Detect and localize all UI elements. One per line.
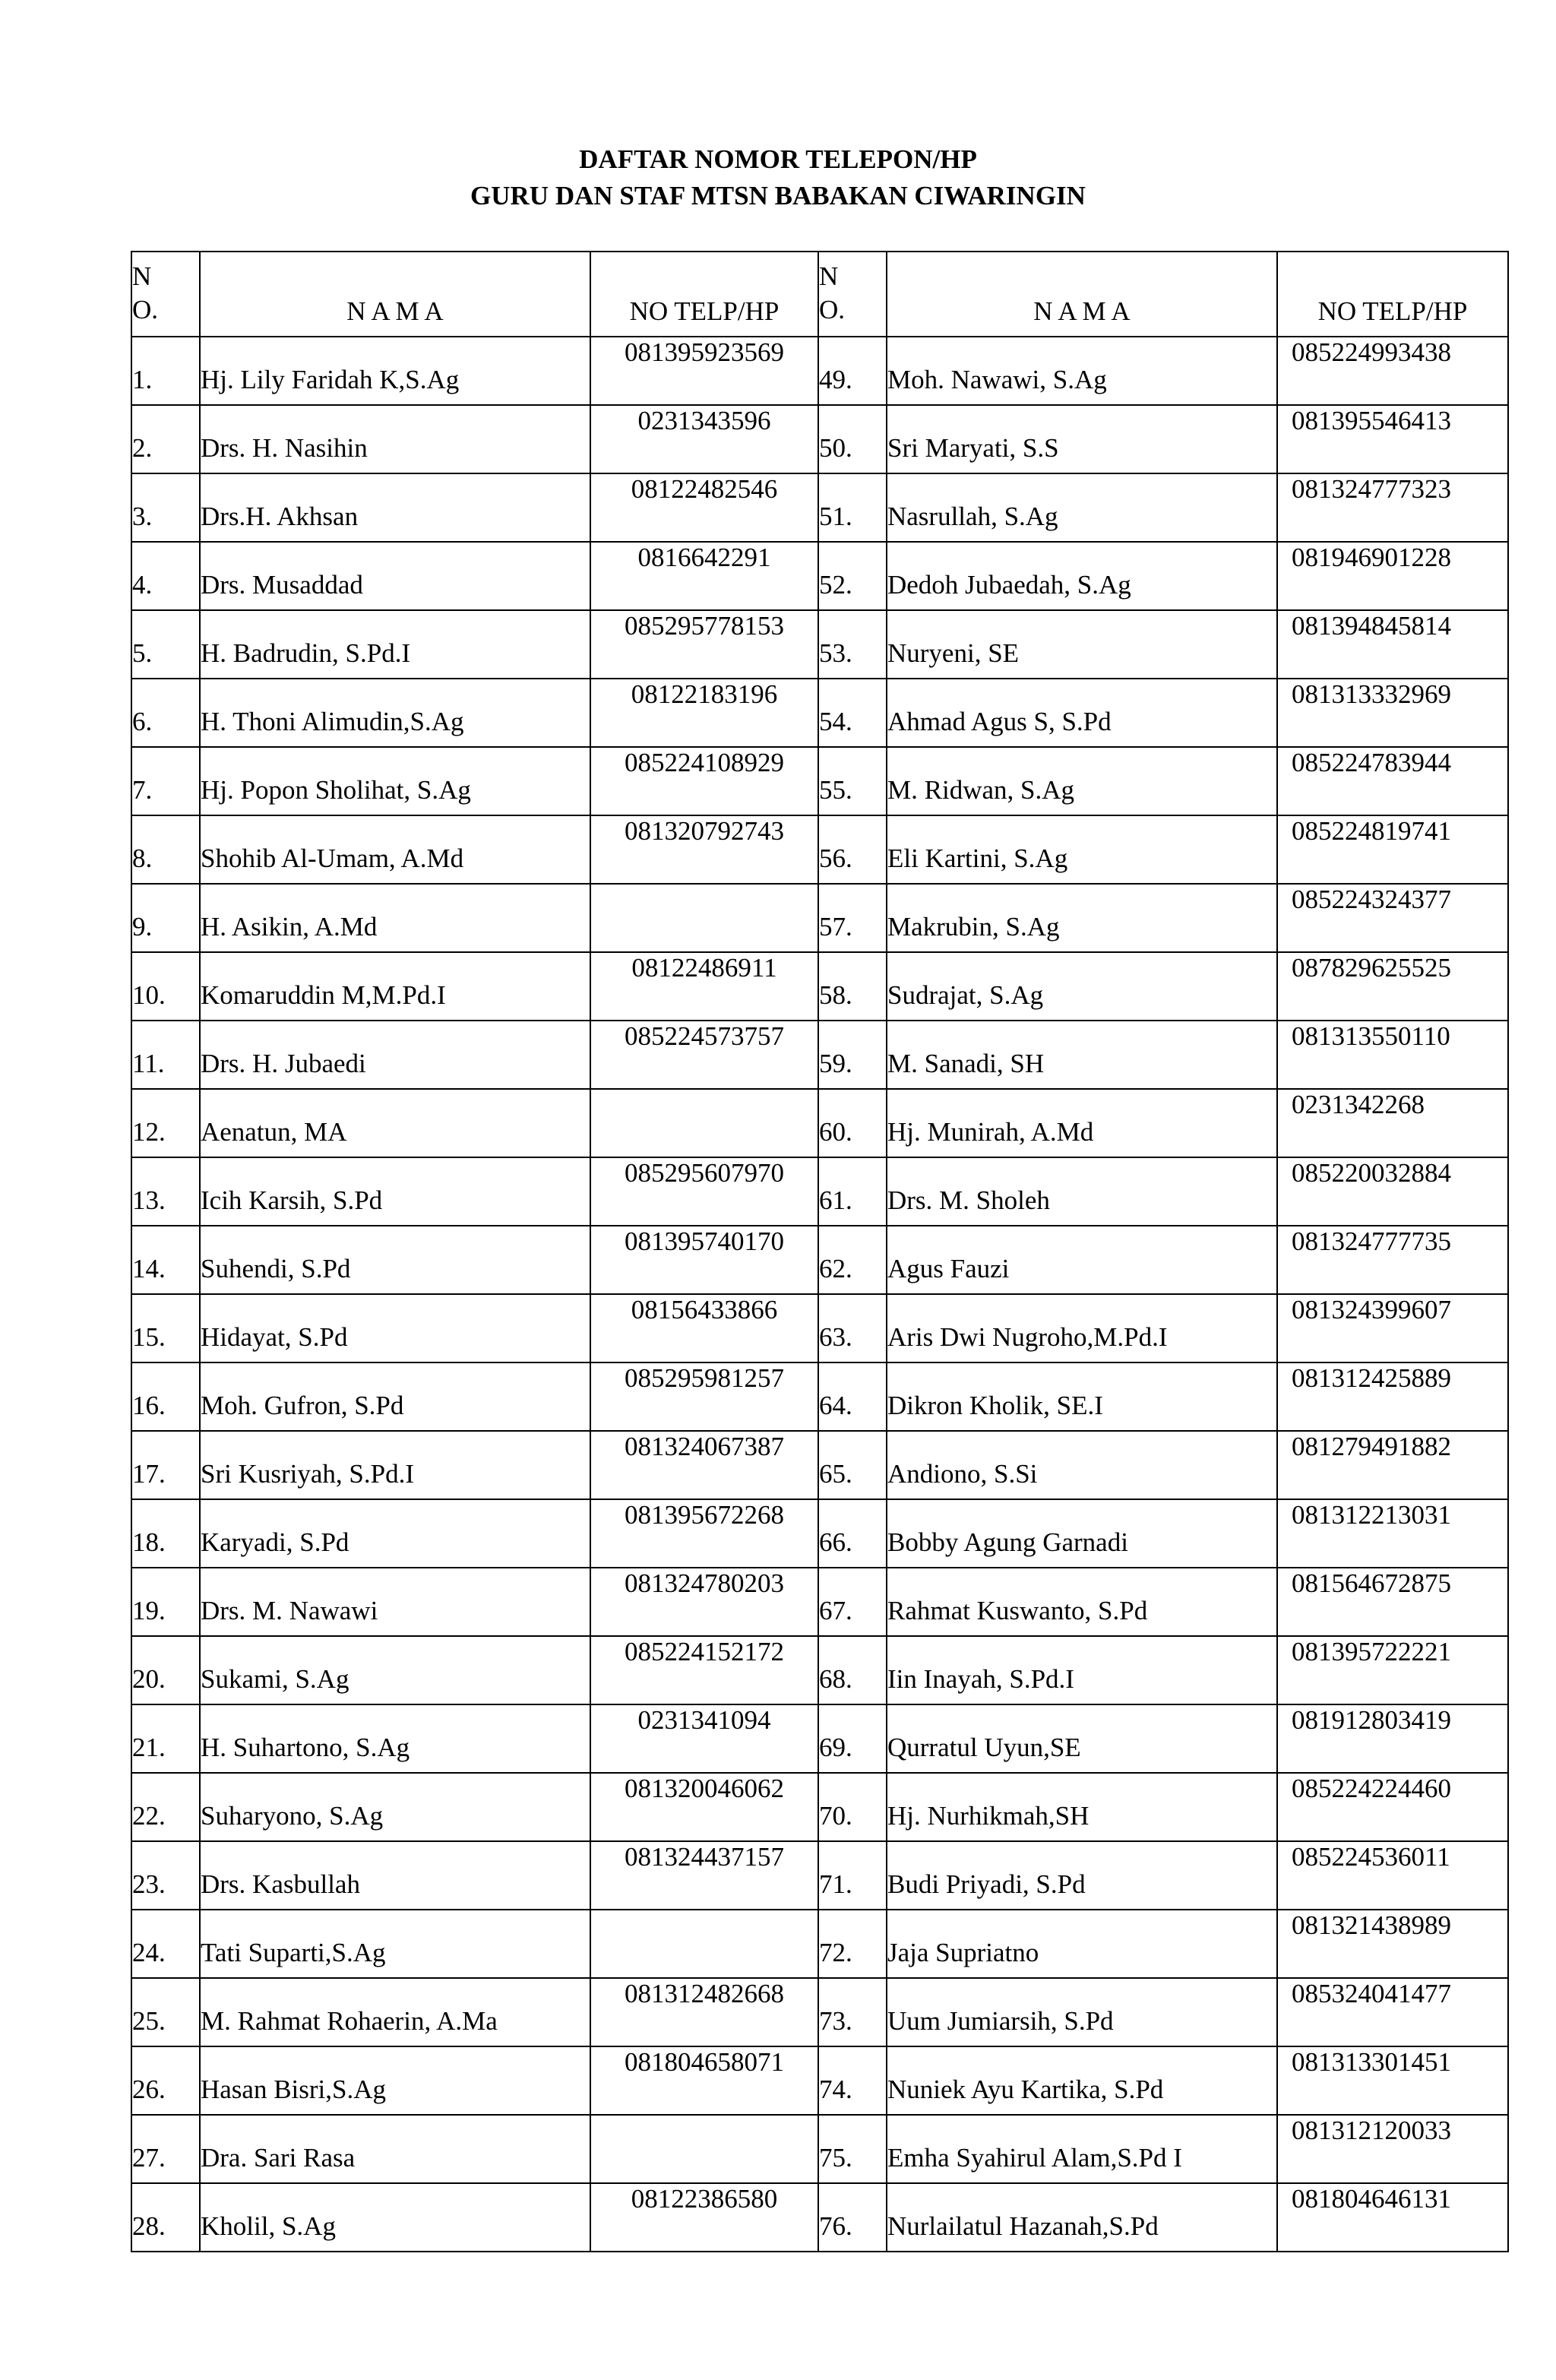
staff-name-left: Drs. H. Nasihin xyxy=(200,405,590,473)
row-number-left: 8. xyxy=(131,815,200,884)
table-row xyxy=(131,1089,1508,1157)
row-number-left: 26. xyxy=(131,2046,200,2115)
staff-name-left: H. Badrudin, S.Pd.I xyxy=(200,610,590,679)
phone-number-right: 081313550110 xyxy=(1277,1021,1508,1089)
row-number-left: 17. xyxy=(131,1431,200,1499)
phone-number-left: 081804658071 xyxy=(590,2046,818,2115)
phone-number-right: 081394845814 xyxy=(1277,610,1508,679)
table-row xyxy=(131,337,1508,405)
row-number-left: 14. xyxy=(131,1226,200,1294)
staff-name-right: Eli Kartini, S.Ag xyxy=(887,815,1277,884)
row-number-right: 57. xyxy=(818,884,887,952)
row-number-right: 56. xyxy=(818,815,887,884)
row-number-right: 70. xyxy=(818,1773,887,1841)
row-number-right: 53. xyxy=(818,610,887,679)
staff-name-right: Iin Inayah, S.Pd.I xyxy=(887,1636,1277,1704)
phone-number-right: 085224993438 xyxy=(1277,337,1508,405)
row-number-left: 28. xyxy=(131,2183,200,2252)
phone-number-right: 081312120033 xyxy=(1277,2115,1508,2183)
staff-name-left: Sukami, S.Ag xyxy=(200,1636,590,1704)
header-no-right: N O. xyxy=(818,252,887,337)
phone-number-right: 081324777323 xyxy=(1277,473,1508,542)
row-number-right: 54. xyxy=(818,679,887,747)
table-row xyxy=(131,1431,1508,1499)
phone-number-left: 081324067387 xyxy=(590,1431,818,1499)
staff-name-left: Drs. Kasbullah xyxy=(200,1841,590,1910)
row-number-left: 11. xyxy=(131,1021,200,1089)
phone-number-left: 085295981257 xyxy=(590,1362,818,1431)
row-number-right: 64. xyxy=(818,1362,887,1431)
table-row xyxy=(131,747,1508,815)
row-number-right: 55. xyxy=(818,747,887,815)
header-telp-left: NO TELP/HP xyxy=(590,252,818,337)
row-number-right: 75. xyxy=(818,2115,887,2183)
phone-number-left: 085224108929 xyxy=(590,747,818,815)
row-number-left: 16. xyxy=(131,1362,200,1431)
table-row xyxy=(131,1636,1508,1704)
phone-number-right: 085324041477 xyxy=(1277,1978,1508,2046)
table-row xyxy=(131,1841,1508,1910)
row-number-right: 59. xyxy=(818,1021,887,1089)
staff-name-right: Hj. Munirah, A.Md xyxy=(887,1089,1277,1157)
phone-number-left: 081312482668 xyxy=(590,1978,818,2046)
phone-number-right: 081946901228 xyxy=(1277,542,1508,610)
phone-number-left xyxy=(590,1089,818,1157)
row-number-right: 58. xyxy=(818,952,887,1021)
phone-number-left xyxy=(590,884,818,952)
row-number-left: 7. xyxy=(131,747,200,815)
phone-number-left: 08122183196 xyxy=(590,679,818,747)
staff-name-right: Hj. Nurhikmah,SH xyxy=(887,1773,1277,1841)
staff-name-left: Suhendi, S.Pd xyxy=(200,1226,590,1294)
table-row xyxy=(131,1362,1508,1431)
phone-number-right: 085224324377 xyxy=(1277,884,1508,952)
row-number-right: 63. xyxy=(818,1294,887,1362)
row-number-right: 49. xyxy=(818,337,887,405)
table-row xyxy=(131,2046,1508,2115)
row-number-left: 27. xyxy=(131,2115,200,2183)
phone-number-left: 081395672268 xyxy=(590,1499,818,1568)
row-number-right: 51. xyxy=(818,473,887,542)
phone-number-left: 085295607970 xyxy=(590,1157,818,1226)
row-number-right: 69. xyxy=(818,1704,887,1773)
phone-number-right: 081324777735 xyxy=(1277,1226,1508,1294)
table-row xyxy=(131,405,1508,473)
row-number-right: 74. xyxy=(818,2046,887,2115)
staff-name-right: Nuniek Ayu Kartika, S.Pd xyxy=(887,2046,1277,2115)
row-number-left: 15. xyxy=(131,1294,200,1362)
staff-name-right: Uum Jumiarsih, S.Pd xyxy=(887,1978,1277,2046)
row-number-right: 65. xyxy=(818,1431,887,1499)
phone-number-right: 085224783944 xyxy=(1277,747,1508,815)
phone-number-left: 0231341094 xyxy=(590,1704,818,1773)
phone-number-left: 08156433866 xyxy=(590,1294,818,1362)
staff-name-right: Bobby Agung Garnadi xyxy=(887,1499,1277,1568)
staff-name-right: Dedoh Jubaedah, S.Ag xyxy=(887,542,1277,610)
staff-name-right: Jaja Supriatno xyxy=(887,1910,1277,1978)
staff-name-right: Agus Fauzi xyxy=(887,1226,1277,1294)
table-row xyxy=(131,679,1508,747)
phone-number-right: 081912803419 xyxy=(1277,1704,1508,1773)
staff-name-left: Drs.H. Akhsan xyxy=(200,473,590,542)
header-nama-left: N A M A xyxy=(200,252,590,337)
row-number-left: 12. xyxy=(131,1089,200,1157)
staff-name-left: Hasan Bisri,S.Ag xyxy=(200,2046,590,2115)
phone-number-right: 085224224460 xyxy=(1277,1773,1508,1841)
phone-number-right: 085224536011 xyxy=(1277,1841,1508,1910)
table-row xyxy=(131,815,1508,884)
staff-name-left: Komaruddin M,M.Pd.I xyxy=(200,952,590,1021)
table-row xyxy=(131,610,1508,679)
row-number-left: 21. xyxy=(131,1704,200,1773)
staff-name-left: Moh. Gufron, S.Pd xyxy=(200,1362,590,1431)
table-row xyxy=(131,1294,1508,1362)
staff-name-right: Aris Dwi Nugroho,M.Pd.I xyxy=(887,1294,1277,1362)
phone-number-right: 081313332969 xyxy=(1277,679,1508,747)
staff-name-right: Emha Syahirul Alam,S.Pd I xyxy=(887,2115,1277,2183)
staff-name-left: Icih Karsih, S.Pd xyxy=(200,1157,590,1226)
row-number-left: 4. xyxy=(131,542,200,610)
phone-number-left: 08122482546 xyxy=(590,473,818,542)
staff-name-left: H. Suhartono, S.Ag xyxy=(200,1704,590,1773)
phone-number-left xyxy=(590,1910,818,1978)
row-number-right: 62. xyxy=(818,1226,887,1294)
phone-number-right: 081313301451 xyxy=(1277,2046,1508,2115)
row-number-right: 68. xyxy=(818,1636,887,1704)
document-subtitle: GURU DAN STAF MTSN BABAKAN CIWARINGIN xyxy=(470,181,1086,210)
phone-number-left xyxy=(590,2115,818,2183)
phone-number-left: 08122486911 xyxy=(590,952,818,1021)
header-nama-right: N A M A xyxy=(887,252,1277,337)
phone-number-left: 0231343596 xyxy=(590,405,818,473)
row-number-left: 20. xyxy=(131,1636,200,1704)
table-row xyxy=(131,2115,1508,2183)
staff-name-right: Andiono, S.Si xyxy=(887,1431,1277,1499)
phone-number-right: 081395722221 xyxy=(1277,1636,1508,1704)
table-row xyxy=(131,1157,1508,1226)
staff-name-right: M. Sanadi, SH xyxy=(887,1021,1277,1089)
phone-number-left: 085224573757 xyxy=(590,1021,818,1089)
row-number-left: 23. xyxy=(131,1841,200,1910)
staff-name-left: Drs. H. Jubaedi xyxy=(200,1021,590,1089)
row-number-left: 18. xyxy=(131,1499,200,1568)
phone-number-right: 085220032884 xyxy=(1277,1157,1508,1226)
phone-directory-table xyxy=(131,251,1509,2252)
table-row xyxy=(131,473,1508,542)
phone-number-right: 085224819741 xyxy=(1277,815,1508,884)
phone-number-left: 0816642291 xyxy=(590,542,818,610)
staff-name-right: Dikron Kholik, SE.I xyxy=(887,1362,1277,1431)
row-number-left: 19. xyxy=(131,1568,200,1636)
phone-number-left: 08122386580 xyxy=(590,2183,818,2252)
staff-name-left: Suharyono, S.Ag xyxy=(200,1773,590,1841)
row-number-right: 67. xyxy=(818,1568,887,1636)
staff-name-right: Nurlailatul Hazanah,S.Pd xyxy=(887,2183,1277,2252)
phone-number-right: 081804646131 xyxy=(1277,2183,1508,2252)
table-row xyxy=(131,1021,1508,1089)
staff-name-left: Karyadi, S.Pd xyxy=(200,1499,590,1568)
phone-number-right: 0231342268 xyxy=(1277,1089,1508,1157)
staff-name-right: M. Ridwan, S.Ag xyxy=(887,747,1277,815)
row-number-left: 1. xyxy=(131,337,200,405)
staff-name-right: Qurratul Uyun,SE xyxy=(887,1704,1277,1773)
row-number-right: 61. xyxy=(818,1157,887,1226)
row-number-right: 52. xyxy=(818,542,887,610)
phone-number-left: 081320792743 xyxy=(590,815,818,884)
row-number-left: 22. xyxy=(131,1773,200,1841)
staff-name-right: Sudrajat, S.Ag xyxy=(887,952,1277,1021)
staff-name-right: Sri Maryati, S.S xyxy=(887,405,1277,473)
phone-number-left: 085295778153 xyxy=(590,610,818,679)
table-body xyxy=(131,252,1508,2252)
staff-name-left: Aenatun, MA xyxy=(200,1089,590,1157)
phone-number-left: 081395923569 xyxy=(590,337,818,405)
phone-number-left: 085224152172 xyxy=(590,1636,818,1704)
phone-number-right: 081279491882 xyxy=(1277,1431,1508,1499)
staff-name-left: Shohib Al-Umam, A.Md xyxy=(200,815,590,884)
table-row xyxy=(131,1226,1508,1294)
table-row xyxy=(131,952,1508,1021)
phone-number-right: 081564672875 xyxy=(1277,1568,1508,1636)
staff-name-left: Hj. Lily Faridah K,S.Ag xyxy=(200,337,590,405)
staff-name-left: Drs. M. Nawawi xyxy=(200,1568,590,1636)
header-telp-right: NO TELP/HP xyxy=(1277,252,1508,337)
table-row xyxy=(131,1910,1508,1978)
row-number-left: 3. xyxy=(131,473,200,542)
staff-name-left: Kholil, S.Ag xyxy=(200,2183,590,2252)
row-number-left: 9. xyxy=(131,884,200,952)
row-number-right: 73. xyxy=(818,1978,887,2046)
phone-number-right: 081312213031 xyxy=(1277,1499,1508,1568)
phone-number-right: 081324399607 xyxy=(1277,1294,1508,1362)
row-number-right: 66. xyxy=(818,1499,887,1568)
row-number-right: 50. xyxy=(818,405,887,473)
phone-number-right: 081395546413 xyxy=(1277,405,1508,473)
staff-name-right: Drs. M. Sholeh xyxy=(887,1157,1277,1226)
staff-name-right: Nasrullah, S.Ag xyxy=(887,473,1277,542)
phone-number-left: 081324780203 xyxy=(590,1568,818,1636)
table-header-row xyxy=(131,252,1508,337)
row-number-right: 76. xyxy=(818,2183,887,2252)
row-number-right: 72. xyxy=(818,1910,887,1978)
table-row xyxy=(131,542,1508,610)
row-number-left: 10. xyxy=(131,952,200,1021)
staff-name-left: Tati Suparti,S.Ag xyxy=(200,1910,590,1978)
table-row xyxy=(131,884,1508,952)
staff-name-right: Moh. Nawawi, S.Ag xyxy=(887,337,1277,405)
phone-number-left: 081324437157 xyxy=(590,1841,818,1910)
row-number-left: 2. xyxy=(131,405,200,473)
row-number-left: 5. xyxy=(131,610,200,679)
staff-name-left: H. Thoni Alimudin,S.Ag xyxy=(200,679,590,747)
row-number-left: 6. xyxy=(131,679,200,747)
staff-name-left: H. Asikin, A.Md xyxy=(200,884,590,952)
row-number-right: 71. xyxy=(818,1841,887,1910)
table-row xyxy=(131,1773,1508,1841)
row-number-left: 25. xyxy=(131,1978,200,2046)
staff-name-left: Hidayat, S.Pd xyxy=(200,1294,590,1362)
document-title: DAFTAR NOMOR TELEPON/HP xyxy=(579,144,977,174)
table-row xyxy=(131,1568,1508,1636)
header-no-left: N O. xyxy=(131,252,200,337)
row-number-right: 60. xyxy=(818,1089,887,1157)
row-number-left: 24. xyxy=(131,1910,200,1978)
staff-name-right: Nuryeni, SE xyxy=(887,610,1277,679)
table-row xyxy=(131,1499,1508,1568)
staff-name-right: Makrubin, S.Ag xyxy=(887,884,1277,952)
staff-name-right: Rahmat Kuswanto, S.Pd xyxy=(887,1568,1277,1636)
phone-number-right: 081312425889 xyxy=(1277,1362,1508,1431)
staff-name-left: Sri Kusriyah, S.Pd.I xyxy=(200,1431,590,1499)
row-number-left: 13. xyxy=(131,1157,200,1226)
staff-name-left: M. Rahmat Rohaerin, A.Ma xyxy=(200,1978,590,2046)
phone-number-right: 087829625525 xyxy=(1277,952,1508,1021)
staff-name-left: Drs. Musaddad xyxy=(200,542,590,610)
staff-name-left: Dra. Sari Rasa xyxy=(200,2115,590,2183)
staff-name-left: Hj. Popon Sholihat, S.Ag xyxy=(200,747,590,815)
table-row xyxy=(131,2183,1508,2252)
staff-name-right: Ahmad Agus S, S.Pd xyxy=(887,679,1277,747)
table-row xyxy=(131,1978,1508,2046)
table-row xyxy=(131,1704,1508,1773)
phone-number-right: 081321438989 xyxy=(1277,1910,1508,1978)
phone-number-left: 081395740170 xyxy=(590,1226,818,1294)
phone-number-left: 081320046062 xyxy=(590,1773,818,1841)
staff-name-right: Budi Priyadi, S.Pd xyxy=(887,1841,1277,1910)
